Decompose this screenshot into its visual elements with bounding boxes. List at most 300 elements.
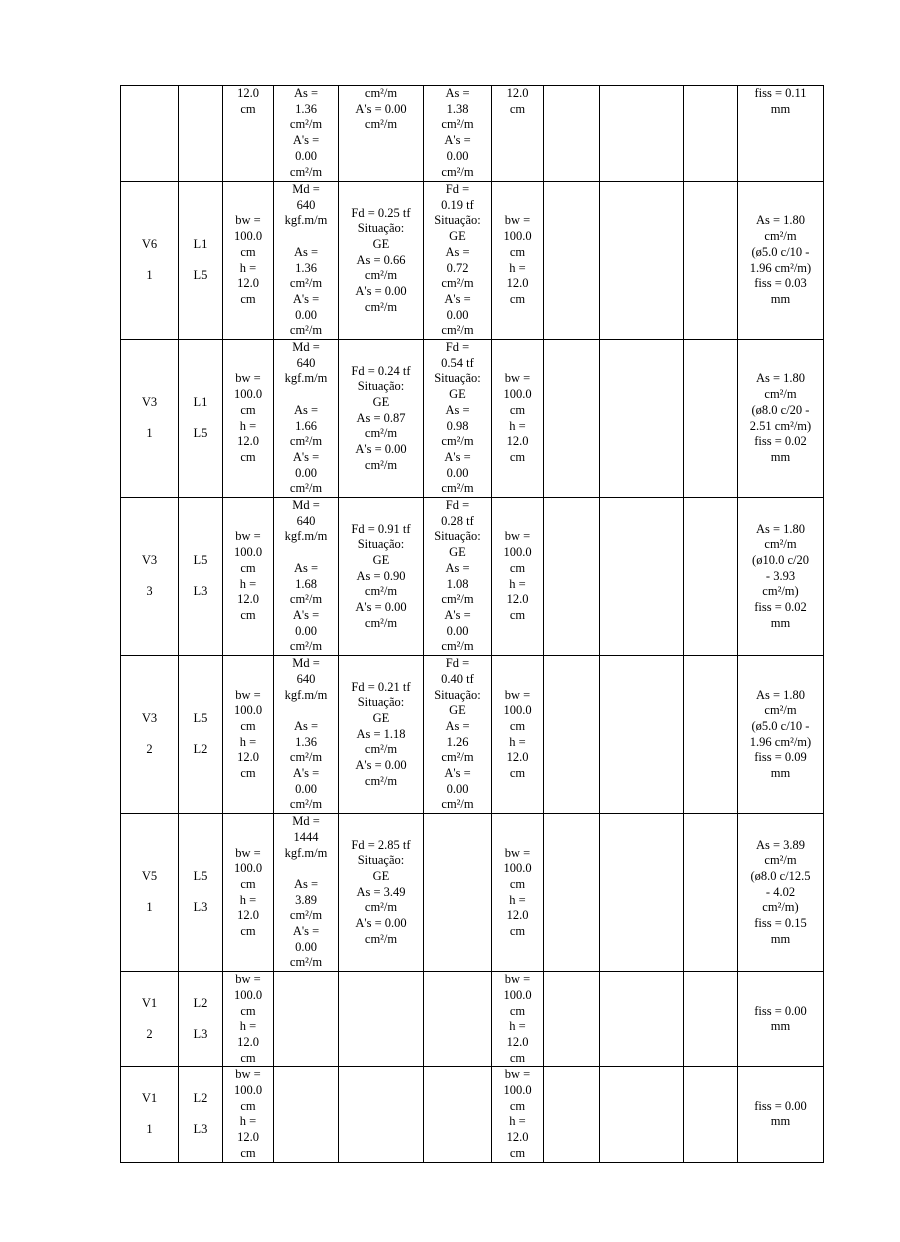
empty-cell-c [684,86,738,182]
moment-line: A's = [292,766,320,781]
moment-line: A's = [292,133,320,148]
moment-line: As = [293,244,319,259]
section-line: 12.0 [506,1130,529,1145]
shear-line: cm²/m [364,457,398,472]
section-line: bw = [504,845,531,860]
shear-line: A's = 0.00 [355,916,407,931]
shear-line: Situação: [434,371,481,386]
line-gap [179,1107,222,1123]
beam-label: V5 [141,869,158,884]
section-line: bw = [235,845,261,860]
moment-line: cm²/m [289,908,323,923]
shear-line: GE [449,387,466,402]
moment-cell [274,814,339,972]
shear-line: 0.54 tf [441,355,474,370]
section-line: 100.0 [233,987,263,1002]
shear-line: GE [449,229,466,244]
shear-line: As = [445,402,470,417]
section-left-cell [223,814,274,972]
shear-line: cm²/m [441,797,474,812]
moment-line: 640 [296,671,316,686]
empty-cell-a [544,86,600,182]
result-line: - 4.02 [765,884,796,899]
result-cell [738,1067,824,1162]
result-line: cm²/m [764,537,797,552]
beam-label: 2 [146,742,153,757]
result-line: cm²/m) [762,584,799,599]
empty-cell-a [544,656,600,814]
section-line: h = [239,1114,257,1129]
section-line: h = [509,892,526,907]
shear-line: cm²/m [364,584,398,599]
slabs-cell [179,498,223,656]
shear-left-cell [339,814,424,972]
shear-line: 1.38 [446,101,469,116]
shear-line: cm²/m [364,773,398,788]
moment-line [274,703,338,719]
section-line: bw = [235,687,261,702]
shear-line: As = [445,560,470,575]
section-line: bw = [504,687,531,702]
moment-line: 1.66 [295,418,317,433]
shear-left-cell [339,182,424,340]
result-cell [738,656,824,814]
empty-cell-b [600,1067,684,1162]
shear-line: A's = [444,133,471,148]
section-line: cm [509,101,526,116]
shear-line: cm²/m [441,276,474,291]
result-line: fiss = 0.03 [754,276,807,291]
reinforcement-table [120,85,824,1163]
empty-cell-b [600,972,684,1067]
section-line: cm [240,244,256,259]
section-line: cm [240,876,256,891]
moment-line [274,387,338,403]
section-line: h = [239,260,257,275]
result-line: 1.96 cm²/m) [749,734,812,749]
beam-cell [121,972,179,1067]
line-gap [121,253,178,269]
section-line: cm [509,607,526,622]
section-line: cm [240,101,256,116]
empty-cell-b [600,86,684,182]
section-left-cell [223,86,274,182]
moment-line: Md = [292,814,320,829]
section-line: cm [509,1098,526,1113]
empty-cell-b [600,182,684,340]
section-line: 12.0 [506,434,529,449]
line-gap [179,885,222,901]
beam-cell [121,1067,179,1162]
beam-label: V1 [141,995,158,1010]
shear-left-cell [339,340,424,498]
result-line: As = 1.80 [755,687,806,702]
moment-line: Md = [292,182,320,196]
moment-cell [274,498,339,656]
section-line: 100.0 [503,987,532,1002]
section-line: bw = [235,371,261,386]
shear-line: cm²/m [441,434,474,449]
shear-line: As = 3.49 [356,884,406,899]
shear-line: Situação: [357,695,405,710]
shear-line: Situação: [434,687,481,702]
section-line: 12.0 [506,276,529,291]
empty-cell-a [544,972,600,1067]
slab-label: L2 [193,995,208,1010]
section-line: h = [239,418,257,433]
beam-label: V3 [141,553,158,568]
section-line: cm [240,560,256,575]
line-gap [179,253,222,269]
shear-right-cell [424,86,492,182]
beam-label: 3 [146,584,153,599]
moment-line: 640 [296,355,316,370]
table-row [121,86,824,182]
slab-label: L5 [193,869,208,884]
shear-line: As = [445,244,470,259]
result-line: 1.96 cm²/m) [749,260,812,275]
slab-label: L5 [193,711,208,726]
result-line: fiss = 0.00 [754,1098,807,1113]
moment-line: cm²/m [289,592,323,607]
table-row [121,972,824,1067]
shear-left-cell [339,1067,424,1162]
section-line: cm [240,924,256,939]
moment-line: cm²/m [289,434,323,449]
shear-line: cm²/m [364,299,398,314]
moment-line: Md = [292,340,320,355]
slab-label: L1 [193,236,208,251]
result-line: 2.51 cm²/m) [749,418,812,433]
section-line: 12.0 [506,592,529,607]
beam-label: 1 [146,1122,153,1137]
section-line: bw = [504,371,531,386]
section-line: 100.0 [233,703,263,718]
moment-cell [274,1067,339,1162]
shear-left-cell [339,656,424,814]
table-row [121,498,824,656]
moment-line: 3.89 [295,892,317,907]
section-line: cm [509,560,526,575]
beam-label: V1 [141,1090,158,1105]
moment-line: A's = [292,449,320,464]
slab-label: L5 [193,426,208,441]
moment-cell [274,972,339,1067]
moment-line: A's = [292,607,320,622]
section-line: cm [240,1098,256,1113]
beam-label: 2 [146,1027,153,1042]
moment-line: 0.00 [295,465,317,480]
shear-line: A's = 0.00 [355,758,407,773]
section-right-cell [492,86,544,182]
moment-line: As = [293,560,319,575]
section-line: h = [509,418,526,433]
beam-cell [121,182,179,340]
shear-line: A's = [444,766,471,781]
shear-right-cell [424,972,492,1067]
moment-line: 0.00 [295,623,317,638]
result-cell [738,498,824,656]
result-line: mm [770,101,791,116]
slab-label: L1 [193,395,208,409]
empty-cell-b [600,814,684,972]
moment-line: cm²/m [289,481,323,496]
result-line: (ø10.0 c/20 [752,553,809,568]
empty-cell-a [544,1067,600,1162]
beam-label: V6 [141,236,158,251]
moment-line [274,861,338,877]
moment-line: Md = [292,498,320,513]
result-cell [738,86,824,182]
shear-line: cm²/m [364,268,398,283]
table-row [121,1067,824,1162]
moment-line: kgf.m/m [284,687,328,702]
section-left-cell [223,1067,274,1162]
shear-line: 0.40 tf [441,671,474,686]
shear-line: GE [372,869,390,884]
section-line: bw = [504,213,531,228]
section-line: h = [509,1019,526,1034]
section-line: 100.0 [503,229,532,244]
shear-line: Situação: [434,213,481,228]
shear-right-cell [424,1067,492,1162]
table-row [121,814,824,972]
line-gap [121,727,178,743]
section-line: cm [240,402,256,417]
result-line: mm [770,931,791,946]
beam-cell [121,656,179,814]
shear-line: Fd = 0.24 tf [351,363,411,378]
shear-line: cm²/m [364,117,398,132]
section-line: cm [240,449,256,464]
empty-cell-a [544,814,600,972]
empty-cell-a [544,182,600,340]
line-gap [179,1011,222,1027]
shear-line: cm²/m [441,164,474,179]
shear-right-cell [424,814,492,972]
section-line: cm [509,449,526,464]
moment-line: 1444 [293,829,319,844]
empty-cell-c [684,1067,738,1162]
result-line: As = 1.80 [755,371,806,386]
result-line: mm [770,1114,791,1129]
section-line: cm [509,1050,526,1065]
section-line: cm [240,1003,256,1018]
empty-cell-c [684,656,738,814]
shear-line: Fd = 2.85 tf [351,837,411,852]
result-line: As = 1.80 [755,213,806,228]
shear-right-cell [424,656,492,814]
shear-line: cm²/m [364,900,398,915]
shear-right-cell [424,340,492,498]
section-line: 100.0 [233,861,263,876]
result-line: fiss = 0.15 [754,916,807,931]
shear-line: Situação: [357,853,405,868]
empty-cell-c [684,814,738,972]
beam-cell [121,498,179,656]
table-row [121,656,824,814]
empty-cell-c [684,498,738,656]
result-line: fiss = 0.00 [754,1003,807,1018]
section-line: cm [240,1145,256,1160]
result-line: (ø8.0 c/20 - [751,402,810,417]
moment-line: 0.00 [295,307,317,322]
empty-cell-c [684,972,738,1067]
section-line: 12.0 [237,750,259,765]
line-gap [121,1011,178,1027]
section-left-cell [223,972,274,1067]
line-gap [121,569,178,585]
section-line: 12.0 [237,276,259,291]
beam-label: V3 [141,711,158,726]
moment-line: cm²/m [289,750,323,765]
table-body [121,86,824,1163]
moment-line: 640 [296,513,316,528]
moment-line: cm²/m [289,323,323,338]
moment-line [274,229,338,245]
moment-line: As = [293,402,319,417]
result-line: cm²/m [764,387,797,402]
shear-line: GE [372,711,390,726]
slab-label: L5 [193,268,208,283]
result-cell [738,182,824,340]
moment-line: kgf.m/m [284,213,328,228]
section-line: bw = [235,529,261,544]
result-cell [738,814,824,972]
shear-line: cm²/m [441,117,474,132]
moment-line: cm²/m [289,164,323,179]
section-line: h = [239,1019,257,1034]
slabs-cell [179,182,223,340]
line-gap [179,569,222,585]
section-line: 100.0 [503,545,532,560]
shear-line: As = 1.18 [356,726,406,741]
moment-line: kgf.m/m [284,529,328,544]
slabs-cell [179,972,223,1067]
shear-line: 0.98 [446,418,469,433]
shear-left-cell [339,498,424,656]
shear-line: A's = [444,607,471,622]
slab-label: L3 [193,1122,208,1137]
moment-line: 0.00 [295,939,317,954]
slabs-cell [179,814,223,972]
section-line: h = [509,734,526,749]
section-line: 12.0 [237,434,259,449]
shear-line: As = [445,86,470,100]
beam-cell [121,86,179,182]
shear-line: cm²/m [364,86,398,100]
result-line: mm [770,615,791,630]
shear-line: A's = 0.00 [355,284,407,299]
section-line: bw = [504,972,531,987]
shear-line: Fd = [445,656,470,671]
section-line: bw = [235,213,261,228]
section-line: cm [509,876,526,891]
section-line: 12.0 [237,908,259,923]
moment-line: cm²/m [289,639,323,654]
shear-line: Fd = [445,182,470,196]
result-line: cm²/m [764,229,797,244]
shear-line: A's = [444,449,471,464]
section-left-cell [223,340,274,498]
section-line: 12.0 [506,86,529,100]
section-line: h = [509,576,526,591]
moment-line: A's = [292,291,320,306]
moment-line: cm²/m [289,276,323,291]
shear-line: A's = 0.00 [355,101,407,116]
moment-line: 1.68 [295,576,317,591]
result-line: cm²/m [764,703,797,718]
slabs-cell [179,340,223,498]
shear-line: 0.00 [446,781,469,796]
section-line: cm [509,291,526,306]
beam-label: 1 [146,268,153,283]
beam-cell [121,814,179,972]
section-line: h = [239,892,257,907]
section-right-cell [492,1067,544,1162]
shear-line: 0.00 [446,307,469,322]
section-line: 12.0 [237,1130,259,1145]
section-line: 100.0 [233,387,263,402]
line-gap [179,727,222,743]
result-line: mm [770,449,791,464]
shear-line: 0.19 tf [441,197,474,212]
slab-label: L2 [193,742,208,757]
shear-line: 0.00 [446,623,469,638]
line-gap [121,885,178,901]
slab-label: L3 [193,584,208,599]
shear-left-cell [339,972,424,1067]
shear-line: Situação: [357,379,405,394]
moment-line: 1.36 [295,101,317,116]
result-line: mm [770,291,791,306]
moment-line: Md = [292,656,320,671]
shear-line: 0.72 [446,260,469,275]
moment-line: 1.36 [295,734,317,749]
empty-cell-c [684,340,738,498]
shear-line: cm²/m [364,931,398,946]
shear-line: GE [372,236,390,251]
section-right-cell [492,340,544,498]
moment-line [274,545,338,561]
slabs-cell [179,1067,223,1162]
empty-cell-b [600,656,684,814]
result-line: fiss = 0.02 [754,434,807,449]
slab-label: L2 [193,1090,208,1105]
beam-label: 1 [146,900,153,915]
section-line: h = [239,734,257,749]
empty-cell-c [684,182,738,340]
slabs-cell [179,656,223,814]
section-line: cm [509,924,526,939]
section-line: 12.0 [506,1034,529,1049]
shear-line: cm²/m [441,592,474,607]
slab-label: L3 [193,1027,208,1042]
line-gap [121,1107,178,1123]
table-row [121,340,824,498]
section-left-cell [223,498,274,656]
table-row [121,182,824,340]
shear-line: cm²/m [364,615,398,630]
result-line: cm²/m [764,853,797,868]
shear-line: GE [449,703,466,718]
section-line: bw = [504,1067,531,1082]
beam-cell [121,340,179,498]
beam-label: V3 [141,395,158,409]
section-line: 100.0 [503,1083,532,1098]
moment-line: 0.00 [295,781,317,796]
section-line: 100.0 [233,1083,263,1098]
